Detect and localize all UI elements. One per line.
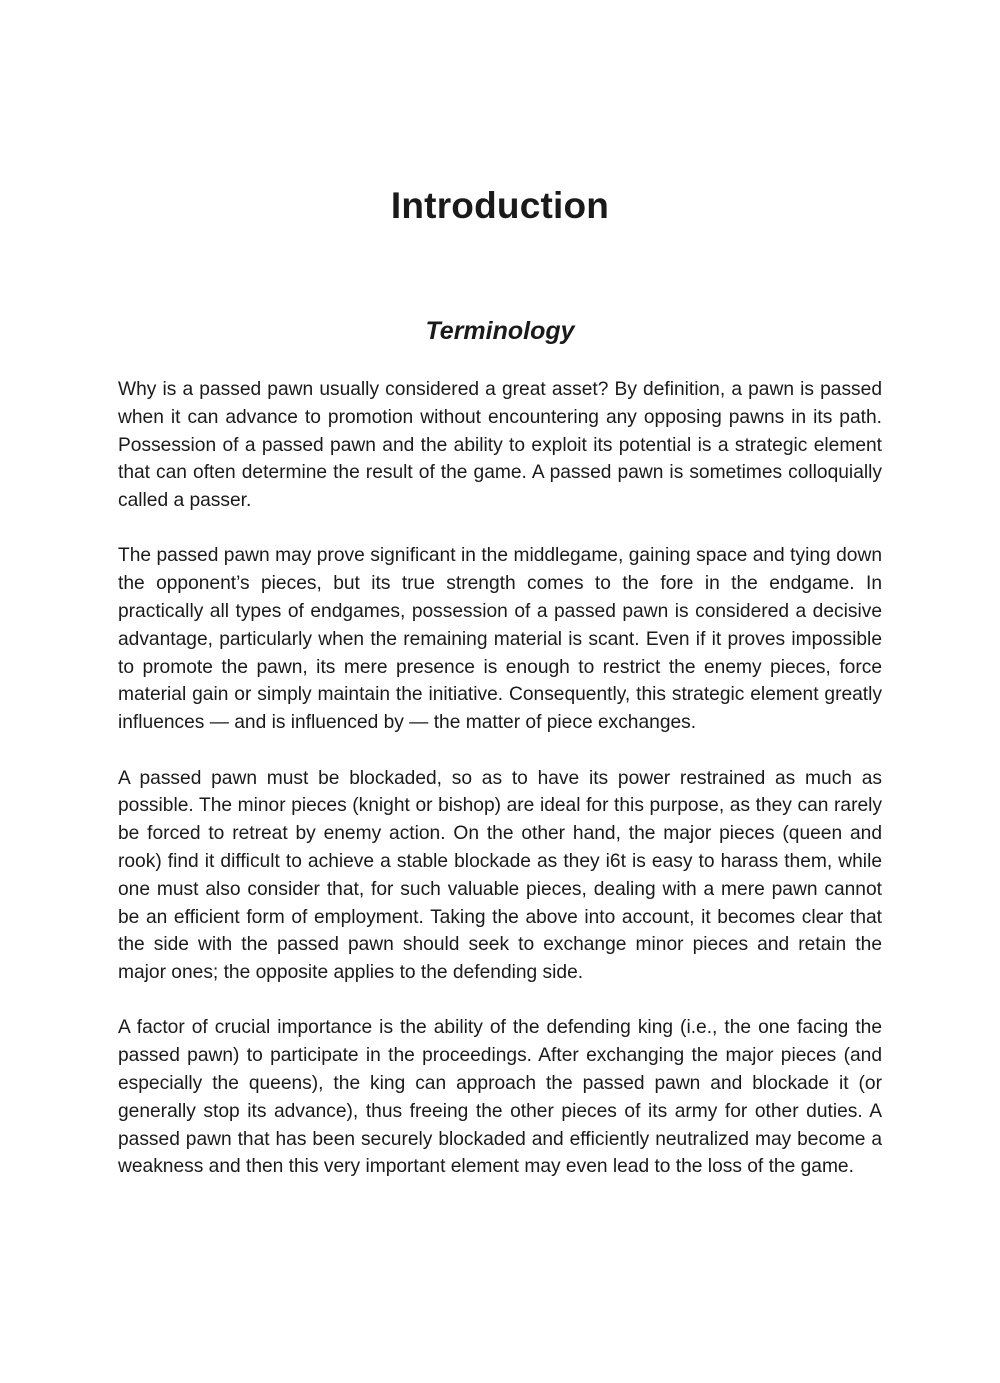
paragraph-2: The passed pawn may prove significant in the middlegame, gaining space and tying down the opponent’s pieces, but its true strength comes to the fore in the endgame. In practically all types of endgames, possession of a passed pawn is considered a decisive advantage, particularly when the remaining material is scant. Even if it proves impossible to promote the pawn, its mere presence is enough to restrict the enemy pieces, force material gain or simply maintain the initiative. Consequently, this strategic element greatly influences — and is influenced by — the matter of piece exchanges. <box>118 545 882 734</box>
chapter-title: Introduction <box>390 185 610 226</box>
body-text <box>118 376 882 1209</box>
paragraph-3: A passed pawn must be blockaded, so as to have its power restrained as much as possible. The minor pieces (knight or bishop) are ideal for this purpose, as they can rarely be forced to retreat by enemy action. On the other hand, the major pieces (queen and rook) find it difficult to achieve a stable blockade as they i6t is easy to harass them, while one must also consider that, for such valuable pieces, dealing with a mere pawn cannot be an efficient form of employment. Taking the above into account, it becomes clear that the side with the passed pawn should seek to exchange minor pieces and retain the major ones; the opposite applies to the defending side. <box>118 767 882 984</box>
paragraph-1: Why is a passed pawn usually considered a great asset? By definition, a pawn is passed when it can advance to promotion without encountering any opposing pawns in its path. Possession of a passed pawn and the ability to exploit its potential is a strategic element that can often determine the result of the game. A passed pawn is sometimes colloquially called a passer. <box>118 379 882 512</box>
paragraph-4: A factor of crucial importance is the ability of the defending king (i.e., the one facing the passed pawn) to participate in the proceedings. After exchanging the major pieces (and especially the queens), the king can approach the passed pawn and blockade it (or generally stop its advance), thus freeing the other pieces of its army for other duties. A passed pawn that has been securely blockaded and efficiently neutralized may become a weakness and then this very important element may even lead to the loss of the game. <box>118 1017 882 1178</box>
section-title: Terminology <box>425 317 575 345</box>
